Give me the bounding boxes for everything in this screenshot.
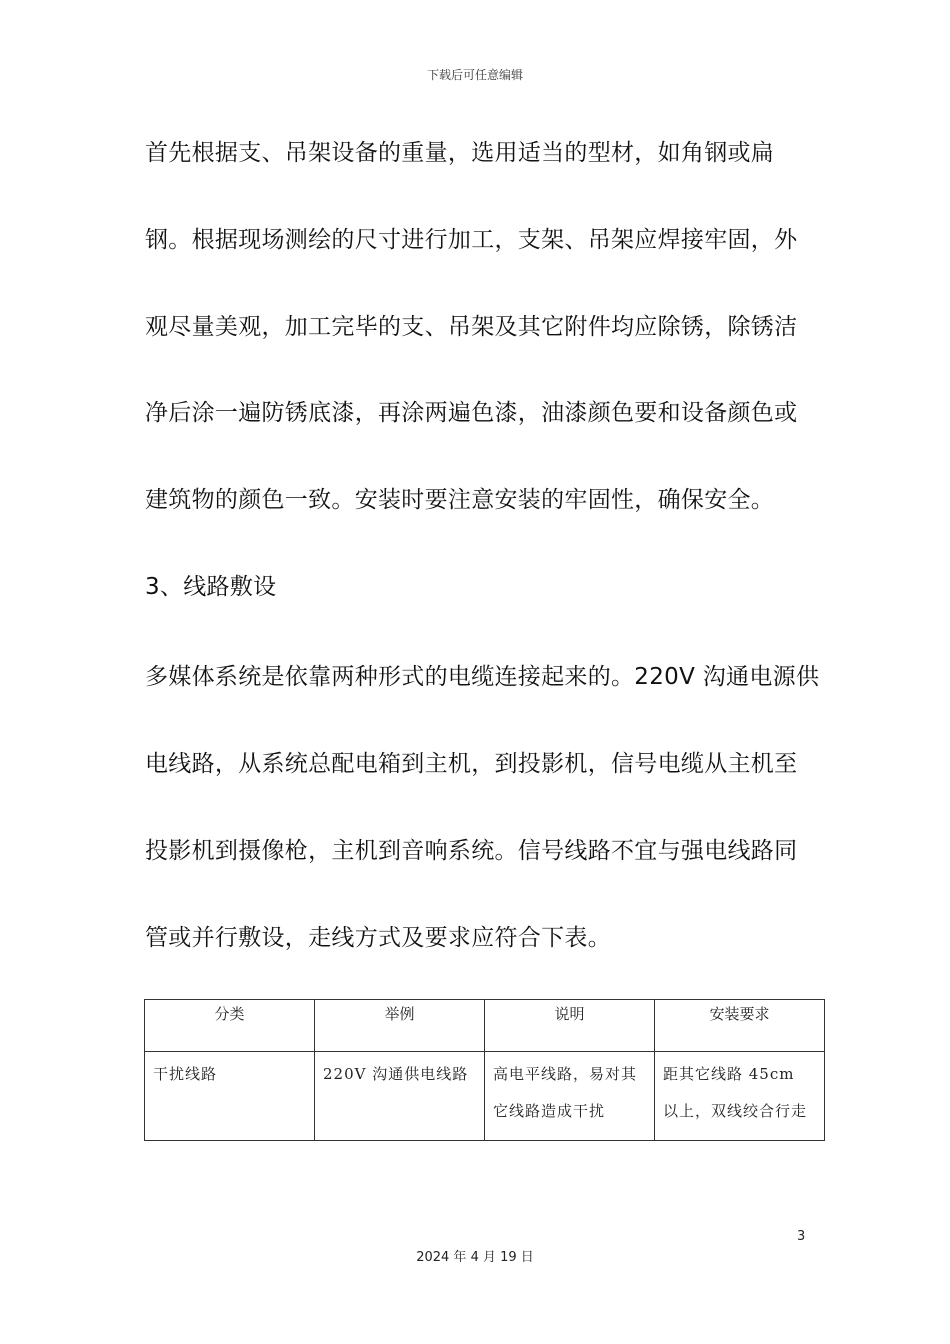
paragraph-line: 观尽量美观，加工完毕的支、吊架及其它附件均应除锈，除锈洁 xyxy=(145,314,798,340)
paragraph-line: 首先根据支、吊架设备的重量，选用适当的型材，如角钢或扁 xyxy=(145,140,775,166)
wiring-requirements-table xyxy=(144,999,825,1141)
column-header-install-requirement: 安装要求 xyxy=(655,1000,825,1052)
paragraph-line: 建筑物的颜色一致。安装时要注意安装的牢固性，确保安全。 xyxy=(145,487,775,513)
table-cell-description: 高电平线路，易对其它线路造成干扰 xyxy=(485,1052,655,1141)
table-cell-install-requirement: 距其它线路 45cm 以上，双线绞合行走 xyxy=(655,1052,825,1141)
section-heading: 3、线路敷设 xyxy=(145,574,277,600)
paragraph-line: 管或并行敷设，走线方式及要求应符合下表。 xyxy=(145,925,611,951)
paragraph-line: 电线路，从系统总配电箱到主机，到投影机，信号电缆从主机至 xyxy=(145,751,798,777)
paragraph-line: 净后涂一遍防锈底漆，再涂两遍色漆，油漆颜色要和设备颜色或 xyxy=(145,400,798,426)
paragraph-line: 投影机到摄像枪，主机到音响系统。信号线路不宜与强电线路同 xyxy=(145,838,798,864)
table-header-row xyxy=(145,1000,825,1052)
table-cell-category: 干扰线路 xyxy=(145,1052,315,1141)
table-cell-example: 220V 沟通供电线路 xyxy=(315,1052,485,1141)
paragraph-line: 多媒体系统是依靠两种形式的电缆连接起来的。220V 沟通电源供 xyxy=(145,664,820,690)
table-row xyxy=(145,1052,825,1141)
column-header-description: 说明 xyxy=(485,1000,655,1052)
paragraph-line: 钢。根据现场测绘的尺寸进行加工，支架、吊架应焊接牢固，外 xyxy=(145,227,798,253)
column-header-category: 分类 xyxy=(145,1000,315,1052)
page-number: 3 xyxy=(797,1229,806,1244)
page-header: 下载后可任意编辑 xyxy=(426,68,523,82)
footer-date: 2024 年 4 月 19 日 xyxy=(416,1250,534,1265)
column-header-example: 举例 xyxy=(315,1000,485,1052)
